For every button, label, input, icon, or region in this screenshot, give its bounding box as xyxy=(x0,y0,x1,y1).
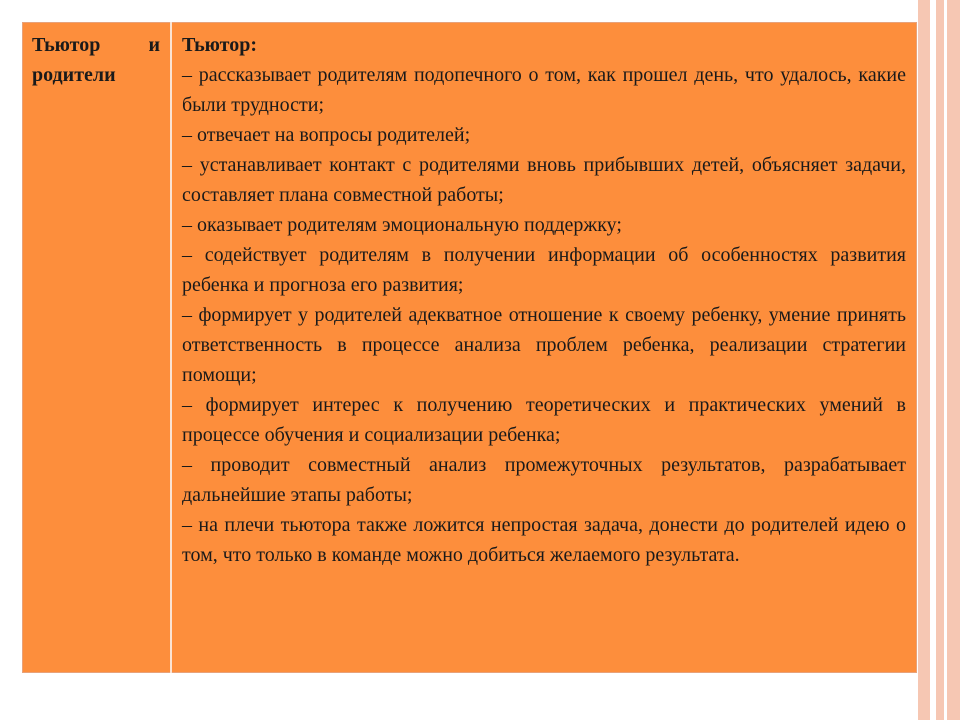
row-header-line-1: Тьютор и xyxy=(32,34,160,56)
list-item: – на плечи тьютора также ложится непростая задача, донести до родителей идею о том, что только в команде можно добиться желаемого результата. xyxy=(182,514,906,566)
list-item: – отвечает на вопросы родителей; xyxy=(182,124,471,146)
decorative-stripe xyxy=(918,0,930,720)
row-header-cell xyxy=(32,30,160,90)
list-item: – формирует интерес к получению теоретических и практических умений в процессе обучения и социализации ребенка; xyxy=(182,394,906,446)
description-cell xyxy=(182,30,906,570)
list-item: – содействует родителям в получении информации об особенностях развития ребенка и прогноза его развития; xyxy=(182,244,906,296)
decorative-stripe xyxy=(947,0,960,720)
decorative-stripe xyxy=(936,0,944,720)
list-item: – формирует у родителей адекватное отношение к своему ребенку, умение принять ответственность в процессе анализа проблем ребенка, реализации стратегии помощи; xyxy=(182,304,906,386)
column-divider xyxy=(170,22,172,673)
list-item: – проводит совместный анализ промежуточных результатов, разрабатывает дальнейшие этапы работы; xyxy=(182,454,906,506)
list-item: – устанавливает контакт с родителями вновь прибывших детей, объясняет задачи, составляет плана совместной работы; xyxy=(182,154,906,206)
row-header-line-2: родители xyxy=(32,64,116,86)
cell-title: Тьютор: xyxy=(182,34,258,56)
list-item: – рассказывает родителям подопечного о том, как прошел день, что удалось, какие были трудности; xyxy=(182,64,906,116)
list-item: – оказывает родителям эмоциональную поддержку; xyxy=(182,214,622,236)
